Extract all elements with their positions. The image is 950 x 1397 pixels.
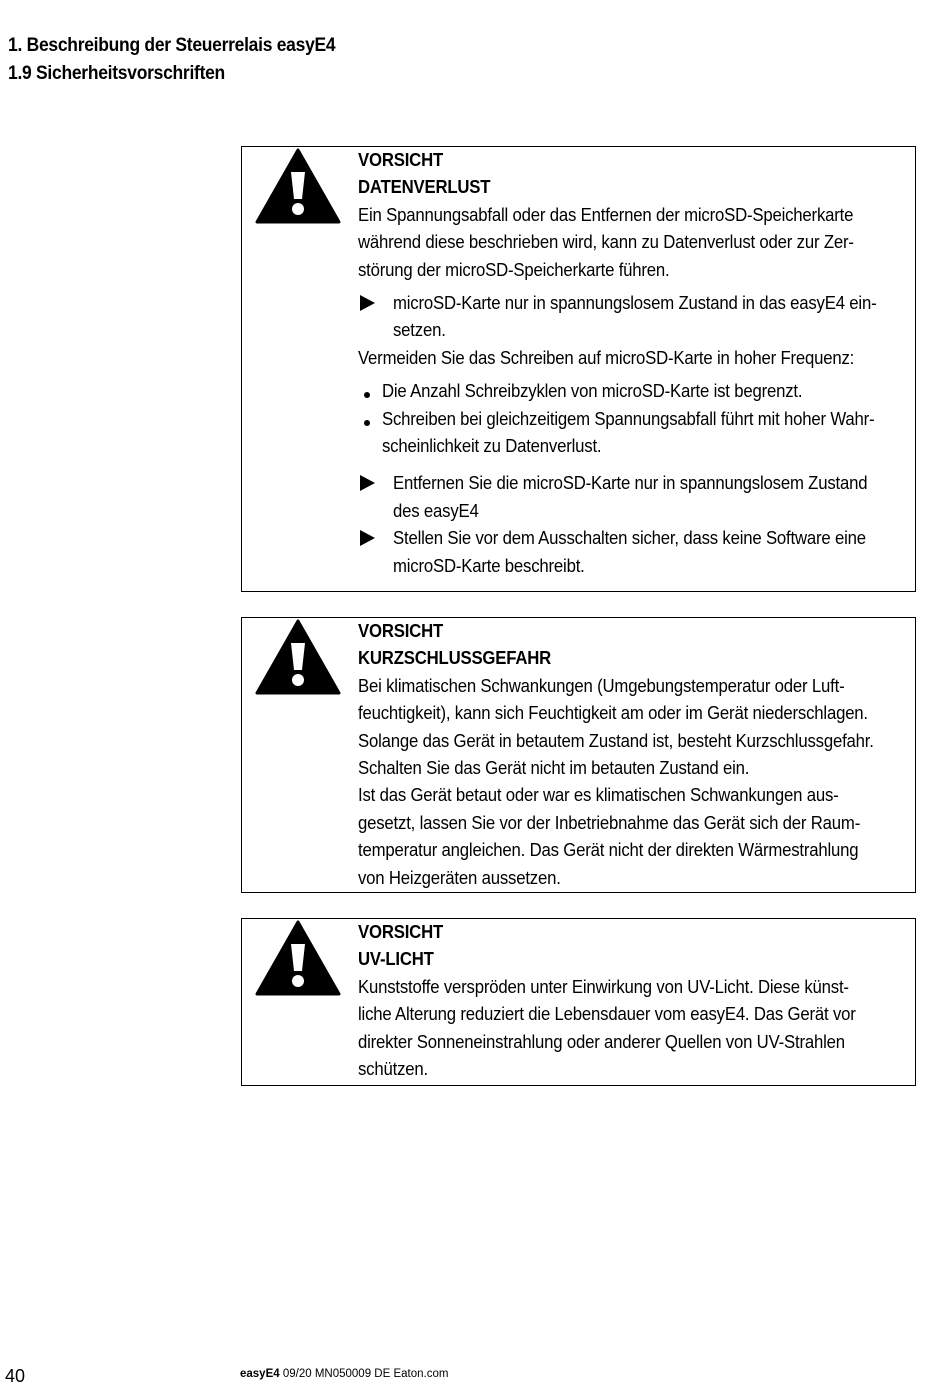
warning-text-line: feuchtigkeit), kann sich Feuchtigkeit am oder im Gerät niederschlagen. [358,703,868,724]
warning-text-line: von Heizgeräten aussetzen. [358,867,561,888]
warning-text-line: störung der microSD-Speicherkarte führen. [358,259,670,280]
warning-title: KURZSCHLUSSGEFAHR [358,648,552,669]
page-number: 40 [5,1366,26,1386]
step-text-line: des easyE4 [393,500,479,521]
warning-text-line: schützen. [358,1059,428,1080]
warning-box-uv-licht [241,918,916,1086]
warning-triangle-icon [255,619,341,695]
chapter-heading: 1. Beschreibung der Steuerrelais easyE4 [8,35,336,56]
footer-info: 09/20 MN050009 DE Eaton.com [279,1368,449,1380]
list-item [358,406,910,461]
warning-box-kurzschlussgefahr [241,617,916,893]
bullet-dot-icon [364,420,370,426]
bullet-text-line: Schreiben bei gleichzeitigem Spannungsabfall führt mit hoher Wahr- [382,408,875,429]
step-text-line: microSD-Karte beschreibt. [393,555,585,576]
warning-triangle-icon [255,148,341,224]
instruction-step [358,525,910,580]
warning-text-line: Schalten Sie das Gerät nicht im betauten Zustand ein. [358,758,750,779]
page-header [8,32,364,88]
step-arrow-icon [360,295,375,311]
section-heading: 1.9 Sicherheitsvorschriften [8,63,225,84]
instruction-step [358,290,910,345]
warning-content [358,147,910,580]
warning-text-line: liche Alterung reduziert die Lebensdauer vom easyE4. Das Gerät vor [358,1004,856,1025]
warning-text-line: Solange das Gerät in betautem Zustand ist, besteht Kurzschlussgefahr. [358,730,874,751]
warning-title: UV-LICHT [358,949,434,970]
warning-intro: Vermeiden Sie das Schreiben auf microSD-Karte in hoher Frequenz: [358,347,855,368]
step-text-line: Entfernen Sie die microSD-Karte nur in spannungslosem Zustand [393,473,868,494]
warning-text-line: Ist das Gerät betaut oder war es klimatischen Schwankungen aus- [358,785,839,806]
signal-word: VORSICHT [358,922,444,942]
signal-word: VORSICHT [358,621,444,641]
warning-content [358,618,910,892]
warning-text-line: während diese beschrieben wird, kann zu Datenverlust oder zur Zer- [358,232,854,253]
signal-word: VORSICHT [358,150,444,170]
warning-text-line: Bei klimatischen Schwankungen (Umgebungstemperatur oder Luft- [358,675,845,696]
step-text-line: Stellen Sie vor dem Ausschalten sicher, dass keine Software eine [393,528,866,549]
warning-title: DATENVERLUST [358,177,491,198]
warning-box-datenverlust [241,146,916,592]
bullet-text-line: scheinlichkeit zu Datenverlust. [382,436,602,457]
step-arrow-icon [360,475,375,491]
bullet-text: Die Anzahl Schreibzyklen von microSD-Karte ist begrenzt. [382,381,803,402]
page-footer [240,1366,448,1382]
warning-triangle-icon [255,920,341,996]
step-text-line: setzen. [393,320,446,341]
instruction-step [358,470,910,525]
step-arrow-icon [360,530,375,546]
footer-doc-name: easyE4 [240,1368,280,1380]
warning-text-line: Ein Spannungsabfall oder das Entfernen der microSD-Speicherkarte [358,204,854,225]
list-item [358,378,910,405]
warning-text-line: direkter Sonneneinstrahlung oder anderer Quellen von UV-Strahlen [358,1031,845,1052]
warning-content [358,919,910,1083]
warning-text-line: Kunststoffe verspröden unter Einwirkung von UV-Licht. Diese künst- [358,976,849,997]
step-text-line: microSD-Karte nur in spannungslosem Zustand in das easyE4 ein- [393,293,877,314]
warning-text-line: gesetzt, lassen Sie vor der Inbetriebnahme das Gerät sich der Raum- [358,812,861,833]
warning-text-line: temperatur angleichen. Das Gerät nicht der direkten Wärmestrahlung [358,840,859,861]
